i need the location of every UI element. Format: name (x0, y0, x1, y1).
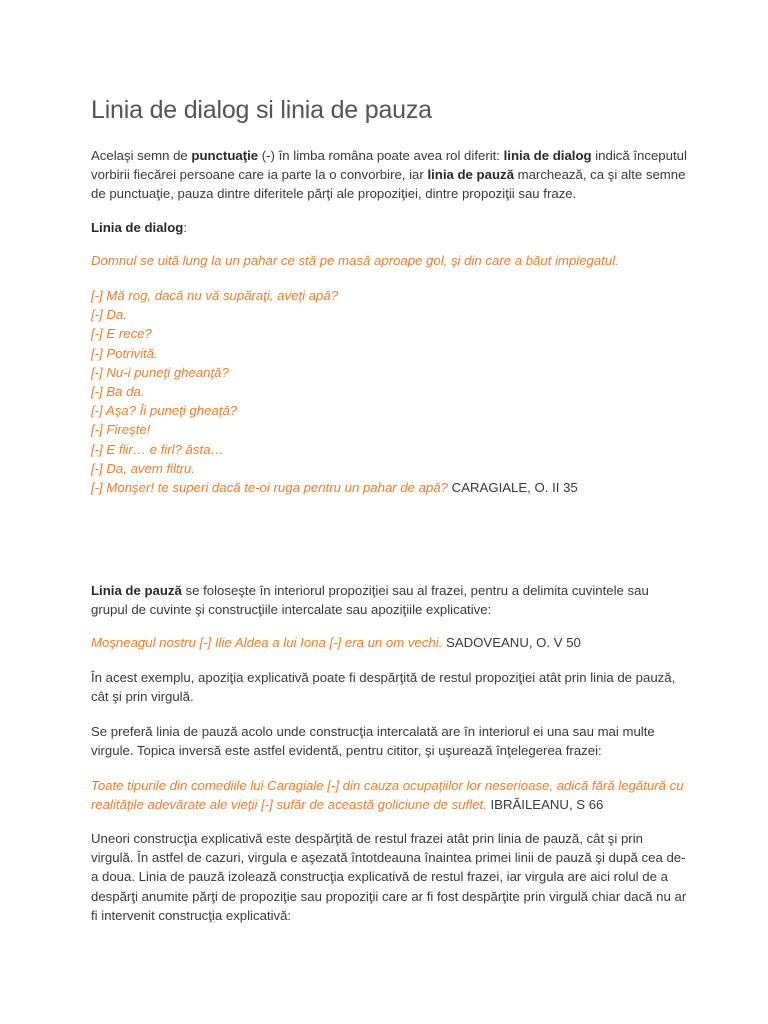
apozitie-paragraph: În acest exemplu, apoziţia explicativă poate fi despărţită de restul propoziţiei atât prin linia de pauză, cât şi prin virgulă. (91, 670, 676, 705)
dialog-line: [-] E flir… e firl? ăsta… (91, 441, 224, 457)
dialog-heading-colon: : (183, 220, 187, 235)
dialog-heading (91, 218, 687, 237)
pause-intro-text: se foloseşte în interiorul propoziţiei sau al frazei, pentru a delimita cuvintele sau grupul de cuvinte şi construcţiile intercalate sau apoziţiile explicative: (91, 583, 649, 618)
dialog-line: [-] Da. (91, 307, 127, 323)
dialog-line: [-] Mă rog, dacă nu vă supăraţi, aveţi apă? (91, 288, 339, 303)
dialog-source: CARAGIALE, O. II 35 (448, 480, 578, 496)
pause-example-2-text: Toate tipurile din comediile lui Caragiale [-] din cauza ocupaţiilor lor neserioase, adică fără legătură cu realităţile adevărate ale vieţii [-] sufăr de această goliciune de suflet. (91, 778, 684, 813)
dialog-example-intro: Domnul se uită lung la un pahar ce stă pe masă aproape gol, şi din care a băut impiegatul. (91, 253, 619, 268)
dialog-line: [-] Ba da. (91, 384, 145, 400)
dialog-line: [-] Nu-i puneţi gheanţă? (91, 364, 229, 380)
term-linia-de-pauza: linia de pauză (427, 167, 514, 183)
dialog-heading-bold: Linia de dialog (91, 220, 184, 235)
page-title: Linia de dialog si linia de pauza (91, 96, 432, 124)
intro-text-1: Acelaşi semn de (91, 148, 192, 163)
dialog-last-text: [-] Monşer! te superi dacă te-oi ruga pentru un pahar de apă? (91, 480, 449, 496)
intro-text-4: marchează, ca şi alte semne de punctuaţie, pauza dintre diferitele părţi ale propoziţiei, dintre propoziţii sau fraze. (91, 167, 686, 202)
pause-example-1 (91, 633, 687, 652)
intro-paragraph (91, 146, 687, 204)
term-punctuatie: punctuaţie (191, 148, 259, 163)
dialog-line: [-] Potrivită. (91, 345, 158, 361)
dialog-example-lines (91, 286, 687, 497)
dialog-line: [-] Aşa? Îi puneţi gheaţă? (91, 403, 238, 419)
term-linia-de-dialog: linia de dialog (503, 148, 592, 163)
intro-text-2: (-) în limba româna poate avea rol diferit: (258, 148, 504, 163)
dialog-line: [-] E rece? (91, 326, 152, 342)
pause-intro-paragraph (91, 581, 687, 619)
term-linia-de-pauza-heading: Linia de pauză (91, 583, 182, 598)
intro-text-3: indică începutul vorbirii fiecărei persoane care ia parte la o convorbire, iar (91, 148, 687, 183)
uneori-paragraph: Uneori construcţia explicativă este despărţită de restul frazei atât prin linia de pauză, cât şi prin virgulă. În astfel de cazuri, virgula e aşezată întotdeauna înaintea primei linii de pauză şi după cea de-a doua. Linia de pauză izolează construcţia explicativă de restul frazei, iar virgula are aici rolul de a despărţi anumite părţi de propoziţie sau propoziţii care ar fi fost despărţite prin virgulă chiar dacă nu ar fi intervenit construcţia explicativă: (91, 831, 687, 923)
pause-example-1-text: Moşneagul nostru [-] Ilie Aldea a lui Iona [-] era un om vechi. (91, 635, 443, 650)
pause-example-1-source: SADOVEANU, O. V 50 (442, 635, 581, 650)
dialog-line: [-] Da, avem filtru. (91, 460, 196, 476)
dialog-line-last (91, 478, 687, 497)
pause-example-2-source: IBRĂILEANU, S 66 (486, 797, 604, 813)
prefera-paragraph: Se preferă linia de pauză acolo unde construcţia intercalată are în interiorul ei una sau mai multe virgule. Topica inversă este astfel evidentă, pentru cititor, şi uşurează înţelegerea frazei: (91, 724, 655, 759)
pause-example-2 (91, 776, 687, 814)
dialog-line: [-] Fireşte! (91, 422, 151, 438)
